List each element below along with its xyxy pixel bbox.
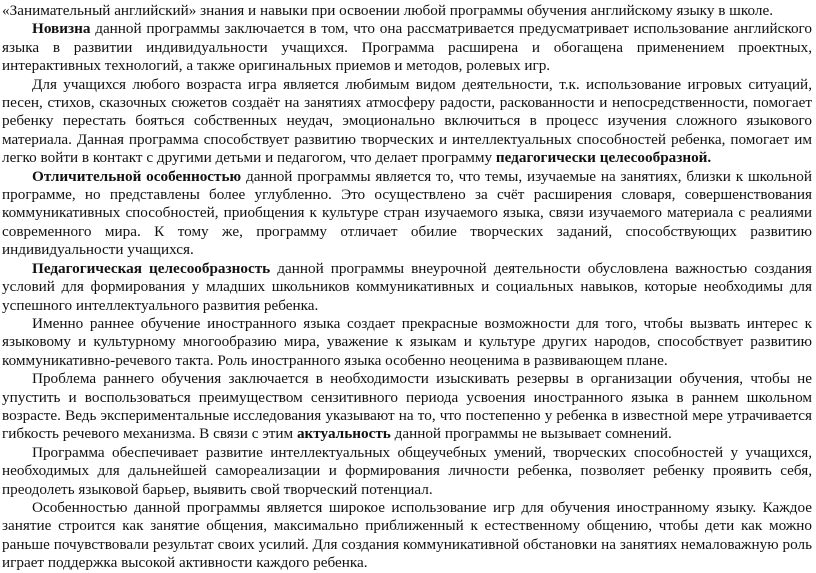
- paragraph-development: [2, 444, 812, 499]
- distinctive-text: данной программы является то, что темы, изучаемые на занятиях, близки к школьной программе, но представлены более углубленно. Это осуществлено за счёт расширения словаря, совершенствования коммуникативных способностей, приобщения к культуре стран изучаемого языка, связи изучаемого материала с реалиями современного мира. К тому же, программу отличает обилие творческих заданий, способствующих развитию индивидуальности учащихся.: [2, 167, 812, 259]
- paragraph-feature: [2, 499, 812, 573]
- paragraph-expediency: [2, 260, 812, 315]
- distinctive-term: Отличительной особенностью: [32, 167, 242, 185]
- paragraph-game: [2, 76, 812, 168]
- feature-text: Особенностью данной программы является широкое использование игр для обучения иностранному языку. Каждое занятие строится как занятие общения, максимально приближенный к естественному общению, чтобы дети как можно раньше почувствовали результат своих усилий. Для создания коммуникативной обстановки на занятиях немаловажную роль играет поддержка высокой активности каждого ребенка.: [2, 498, 812, 572]
- relevance-term: актуальность: [296, 425, 391, 443]
- expediency-text: данной программы внеурочной деятельности обусловлена важностью создания условий для формирования у младших школьников коммуникативных и социальных навыков, которые необходимы для успешного интеллектуального развития ребенка.: [2, 259, 812, 314]
- problem-text: Проблема раннего обучения заключается в необходимости изыскивать резервы в организации обучения, чтобы не упустить и воспользоваться преимуществом сензитивного периода усвоения иностранного языка в раннем школьном возрасте. Ведь экспериментальные исследования указывают на то, что постепенно у ребенка в известной мере утрачивается гибкость речевого механизма. В связи с этим: [2, 370, 812, 443]
- early-learning-text: Именно раннее обучение иностранного языка создает прекрасные возможности для того, чтобы вызвать интерес к языковому и культурному многообразию мира, уважение к языкам и культуре других народов, способствует развитию коммуникативно-речевого такта. Роль иностранного языка особенно неоценима в развивающем плане.: [2, 314, 812, 369]
- novelty-term: Новизна: [32, 20, 91, 38]
- problem-text-end: данной программы не вызывает сомнений.: [390, 425, 672, 443]
- intro-text: «Занимательный английский» знания и навыки при освоении любой программы обучения английскому языку в школе.: [2, 2, 773, 19]
- expediency-term: Педагогическая целесообразность: [32, 259, 271, 277]
- paragraph-intro: [2, 2, 812, 20]
- game-term: педагогически целесообразной.: [495, 149, 712, 167]
- novelty-text: данной программы заключается в том, что она рассматривается предусматривает использование английского языка в развитии индивидуальности учащихся. Программа расширена и обогащена применением проектных, интерактивных технологий, а также оригинальных приемов и методов, ролевых игр.: [2, 20, 812, 75]
- paragraph-early-learning: [2, 315, 812, 370]
- paragraph-problem: [2, 370, 812, 444]
- development-text: Программа обеспечивает развитие интеллектуальных общеучебных умений, творческих способностей у учащихся, необходимых для дальнейшей самореализации и формирования личности ребенка, позволяет ребенку проявить себя, преодолеть языковой барьер, выявить свой творческий потенциал.: [2, 443, 812, 498]
- paragraph-novelty: [2, 20, 812, 75]
- game-text: Для учащихся любого возраста игра является любимым видом деятельности, т.к. использование игровых ситуаций, песен, стихов, сказочных сюжетов создаёт на занятиях атмосферу радости, раскованности и непосредственности, помогает ребенку перестать бояться собственных неудач, эмоционально включиться в процесс изучения сложного языкового материала. Данная программа способствует развитию творческих и интеллектуальных способностей ребенка, помогает им легко войти в контакт с другими детьми и педагогом, что делает программу: [2, 75, 812, 167]
- paragraph-distinctive: [2, 168, 812, 260]
